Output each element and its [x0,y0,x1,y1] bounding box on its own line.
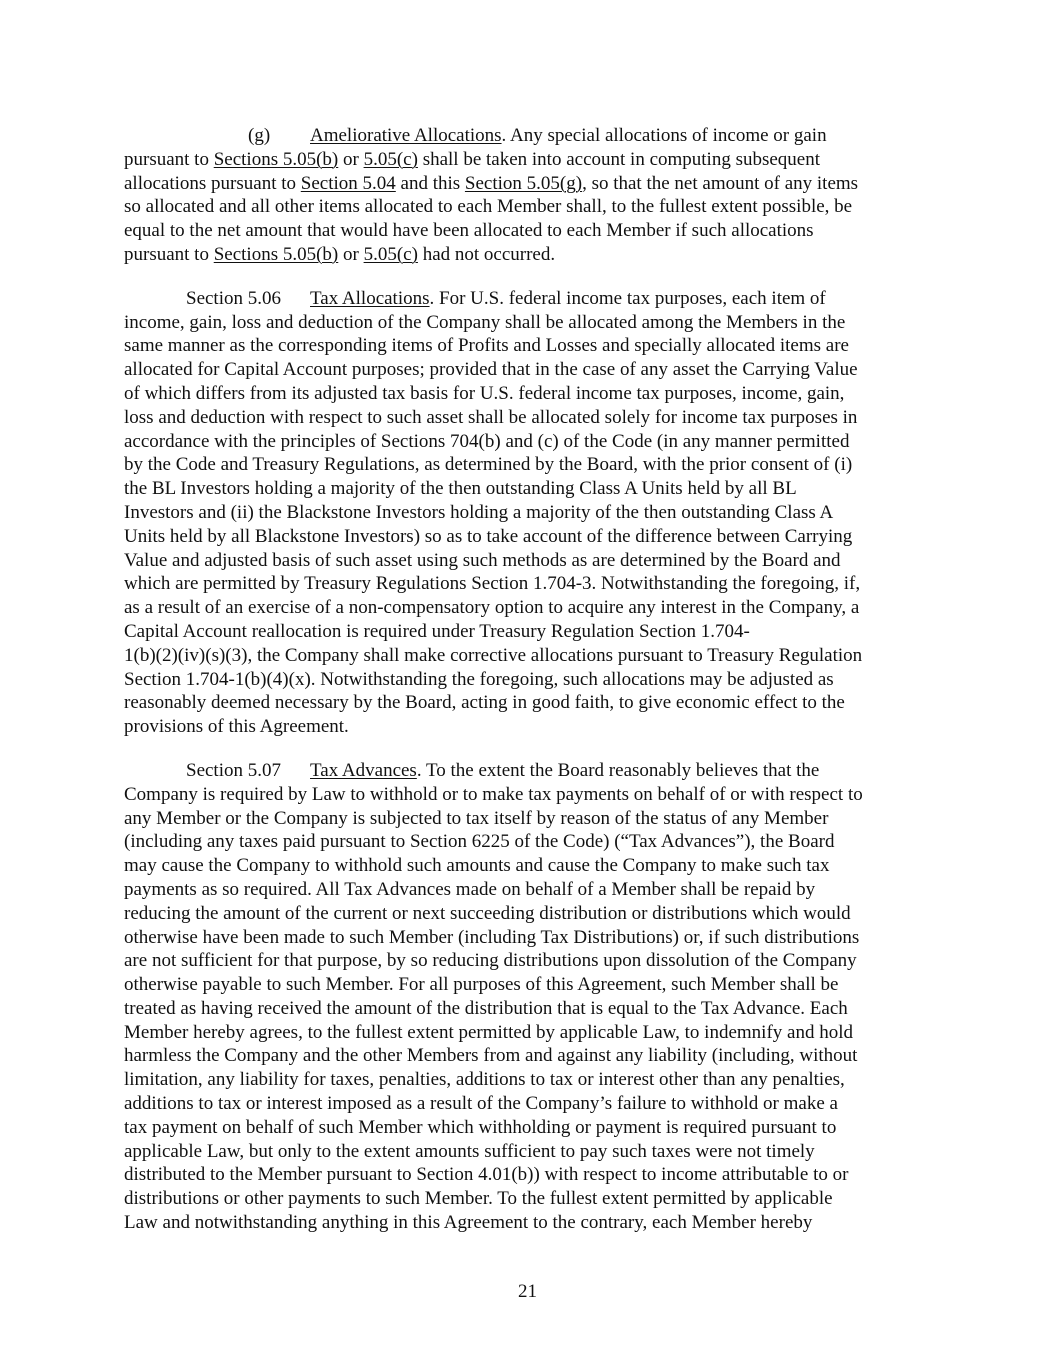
body-line: of which differs from its adjusted tax basis for U.S. federal income tax purposes, income, gain, [124,382,845,404]
paragraph-g-line-2 [124,148,934,172]
body-line: Units held by all Blackstone Investors) so as to take account of the difference between Carrying [124,525,853,547]
body-line: provisions of this Agreement. [124,716,349,738]
body-line: are not sufficient for that purpose, by so reducing distributions upon dissolution of the Company [124,950,857,972]
paragraph-g-heading: Ameliorative Allocations [310,125,502,146]
section-5-06 [124,287,934,739]
text-run: . For U.S. federal income tax purposes, each item of [429,287,826,309]
paragraph-g-line-1 [124,124,934,148]
body-line: reasonably deemed necessary by the Board, acting in good faith, to give economic effect to the [124,692,845,714]
body-line: income, gain, loss and deduction of the Company shall be allocated among the Members in the [124,311,846,333]
paragraph-g-line-5: equal to the net amount that would have been allocated to each Member if such allocations [124,220,814,242]
body-line: payments as so required. All Tax Advances made on behalf of a Member shall be repaid by [124,878,816,900]
text-run: . Any special allocations of income or gain [501,125,827,146]
text-run: or [338,148,364,170]
section-5-06-first-line [124,287,934,311]
body-line: otherwise have been made to such Member (including Tax Distributions) or, if such distributions [124,926,860,948]
body-line: any Member or the Company is subjected to tax itself by reason of the status of any Member [124,807,829,829]
text-run: had not occurred. [417,243,556,265]
body-line: Company is required by Law to withhold or to make tax payments on behalf of or with respect to [124,783,863,805]
body-line: harmless the Company and the other Members from and against any liability (including, without [124,1045,858,1067]
text-run: , so that the net amount of any items [582,172,859,194]
body-line: otherwise payable to such Member. For all purposes of this Agreement, such Member shall be [124,974,839,996]
body-line: Capital Account reallocation is required under Treasury Regulation Section 1.704- [124,620,750,642]
body-line: Value and adjusted basis of such asset using such methods as are determined by the Board and [124,549,841,571]
body-line: distributed to the Member pursuant to Section 4.01(b)) with respect to income attributable to or [124,1164,849,1186]
body-line: by the Code and Treasury Regulations, as determined by the Board, with the prior consent of (i) [124,454,853,476]
body-line: accordance with the principles of Sections 704(b) and (c) of the Code (in any manner permitted [124,430,850,452]
body-line: same manner as the corresponding items of Profits and Losses and specially allocated items are [124,335,849,357]
body-line: the BL Investors holding a majority of the then outstanding Class A Units held by all BL [124,478,797,500]
cross-reference: 5.05(c) [363,243,418,265]
body-line: additions to tax or interest imposed as a result of the Company’s failure to withhold or make a [124,1093,838,1115]
body-line: applicable Law, but only to the extent amounts sufficient to pay such taxes were not timely [124,1140,815,1162]
cross-reference: Sections 5.05(b) [213,148,339,170]
paragraph-g-line-4: so allocated and all other items allocated to each Member shall, to the fullest extent possible, be [124,196,853,218]
body-line: may cause the Company to withhold such amounts and cause the Company to make such tax [124,855,830,877]
section-5-07-first-line [124,759,934,783]
body-line: tax payment on behalf of such Member which withholding or payment is required pursuant to [124,1116,837,1138]
paragraph-g-line-6 [124,243,934,267]
paragraph-g [124,124,934,267]
text-run: allocations pursuant to [124,172,301,194]
cross-reference: Section 5.04 [300,172,396,194]
text-run: . To the extent the Board reasonably believes that the [416,759,820,781]
body-line: distributions or other payments to such Member. To the fullest extent permitted by applicable [124,1188,833,1210]
body-line: Member hereby agrees, to the fullest extent permitted by applicable Law, to indemnify and hold [124,1021,853,1043]
section-number: Section 5.07 [186,759,281,781]
body-line: allocated for Capital Account purposes; provided that in the case of any asset the Carrying Value [124,359,858,381]
body-line: loss and deduction with respect to such asset shall be allocated solely for income tax purposes in [124,406,858,428]
paragraph-g-label: (g) [248,125,271,146]
body-line: Investors and (ii) the Blackstone Investors holding a majority of the then outstanding Class A [124,501,834,523]
body-line: 1(b)(2)(iv)(s)(3), the Company shall make corrective allocations pursuant to Treasury Regulation [124,644,863,666]
text-run: pursuant to [124,148,214,170]
document-page [124,124,934,1255]
body-line: reducing the amount of the current or next succeeding distribution or distributions which would [124,902,851,924]
body-line: treated as having received the amount of the distribution that is equal to the Tax Advance. Each [124,997,848,1019]
body-line: (including any taxes paid pursuant to Section 6225 of the Code) (“Tax Advances”), the Board [124,831,835,853]
text-run: and this [395,172,465,194]
cross-reference: Section 5.05(g) [464,172,583,194]
text-run: pursuant to [124,243,214,265]
cross-reference: Sections 5.05(b) [213,243,339,265]
body-line: Section 1.704-1(b)(4)(x). Notwithstanding the foregoing, such allocations may be adjusted as [124,668,834,690]
body-line: Law and notwithstanding anything in this Agreement to the contrary, each Member hereby [124,1212,813,1234]
cross-reference: 5.05(c) [363,148,418,170]
text-run: shall be taken into account in computing subsequent [417,148,821,170]
body-line: which are permitted by Treasury Regulations Section 1.704-3. Notwithstanding the foregoing, if, [124,573,861,595]
paragraph-g-line-3 [124,172,934,196]
page-number: 21 [518,1281,537,1302]
body-line: as a result of an exercise of a non-compensatory option to acquire any interest in the Company, a [124,597,860,619]
section-heading: Tax Allocations [310,287,430,309]
text-run: or [338,243,364,265]
body-line: limitation, any liability for taxes, penalties, additions to tax or interest other than any penalties, [124,1069,845,1091]
section-heading: Tax Advances [310,759,417,781]
section-5-07 [124,759,934,1235]
section-number: Section 5.06 [186,287,281,309]
